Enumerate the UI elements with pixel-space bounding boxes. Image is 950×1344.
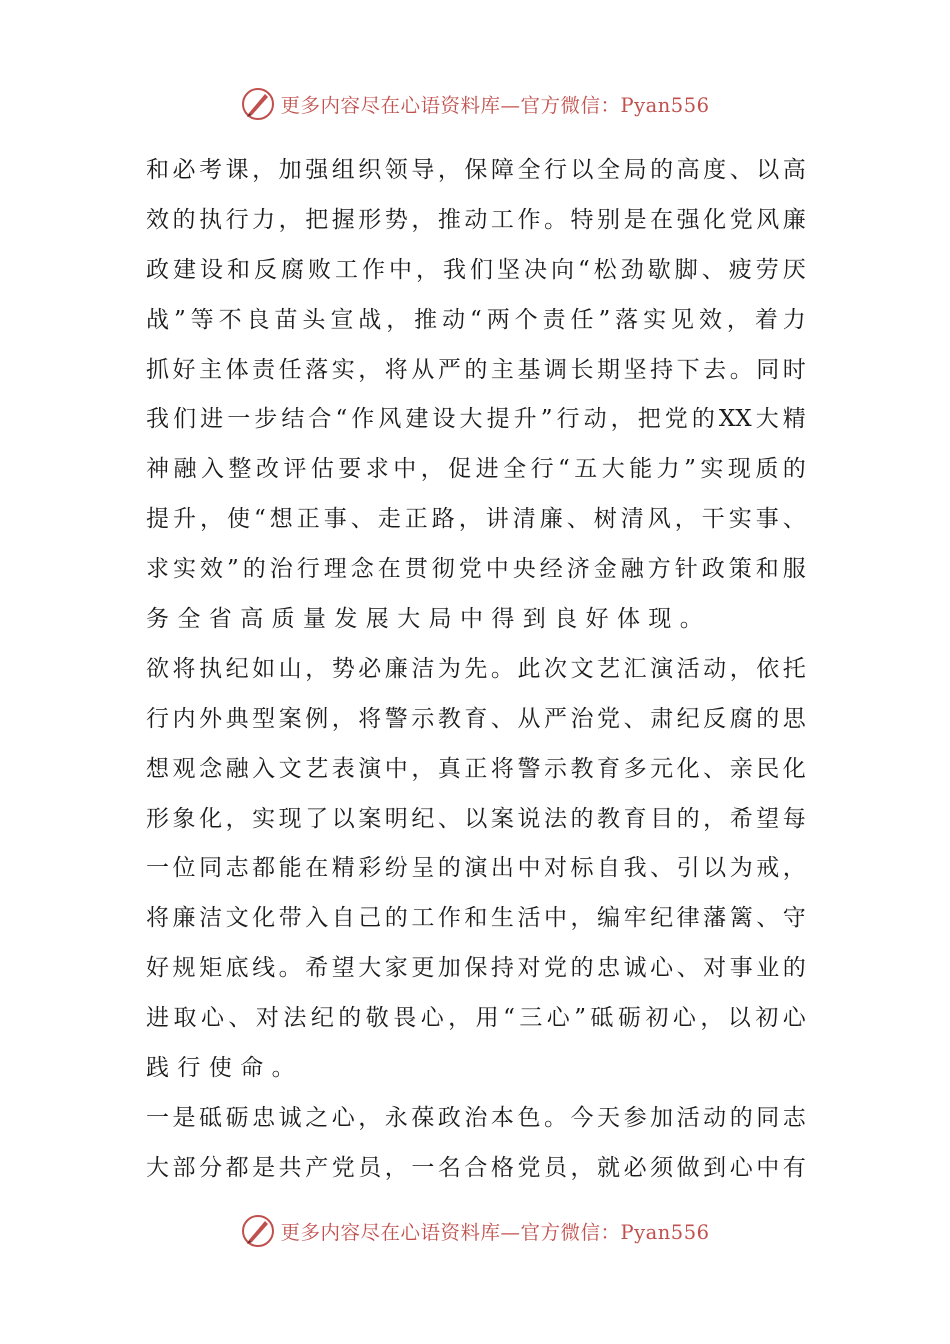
text-line: 想 观 念 融 入 文 艺 表 演 中 ， 真 正 将 警 示 教 育 多 元 化 、 亲 民 化 xyxy=(146,755,806,782)
text-line: 效 的 执 行 力 ， 把 握 形 势 ， 推 动 工 作 。 特 别 是 在 强 化 党 风 廉 xyxy=(146,206,806,233)
text-line: 求 实 效 ” 的 治 行 理 念 在 贯 彻 党 中 央 经 济 金 融 方 针 政 策 和 服 xyxy=(146,556,806,583)
header-banner-text: 更多内容尽在心语资料库—官方微信：Pyan556 xyxy=(280,94,710,117)
text-line: 一 是 砥 砺 忠 诚 之 心 ， 永 葆 政 治 本 色 。 今 天 参 加 活 动 的 同 志 xyxy=(146,1104,806,1131)
quill-pen-logo-icon xyxy=(240,86,276,122)
text-line: 进 取 心 、 对 法 纪 的 敬 畏 心 ， 用 “ 三 心 ” 砥 砺 初 心 ， 以 初 心 xyxy=(146,1005,806,1032)
text-line: 欲 将 执 纪 如 山 ， 势 必 廉 洁 为 先 。 此 次 文 艺 汇 演 活 动 ， 依 托 xyxy=(146,655,806,682)
text-line: 践行使命。 xyxy=(146,1055,303,1082)
text-line: 我 们 进 一 步 结 合 “ 作 风 建 设 大 提 升 ” 行 动 ， 把 党 的 XX 大 精 xyxy=(146,406,806,433)
footer-banner xyxy=(0,1209,950,1253)
text-line: 政 建 设 和 反 腐 败 工 作 中 ， 我 们 坚 决 向 “ 松 劲 歇 脚 、 疲 劳 厌 xyxy=(146,256,806,283)
header-banner xyxy=(0,82,950,126)
quill-pen-logo-icon xyxy=(240,1213,276,1249)
text-line: 一 位 同 志 都 能 在 精 彩 纷 呈 的 演 出 中 对 标 自 我 、 引 以 为 戒 ， xyxy=(146,855,806,882)
text-line: 抓 好 主 体 责 任 落 实 ， 将 从 严 的 主 基 调 长 期 坚 持 下 去 。 同 时 xyxy=(146,356,806,383)
text-line: 和 必 考 课 ， 加 强 组 织 领 导 ， 保 障 全 行 以 全 局 的 高 度 、 以 高 xyxy=(146,157,806,183)
text-line: 神 融 入 整 改 评 估 要 求 中 ， 促 进 全 行 “ 五 大 能 力 ” 实 现 质 的 xyxy=(146,456,806,483)
document-body xyxy=(146,146,806,1194)
text-line: 形 象 化 ， 实 现 了 以 案 明 纪 、 以 案 说 法 的 教 育 目 的 ， 希 望 每 xyxy=(146,805,806,832)
text-line: 将 廉 洁 文 化 带 入 自 己 的 工 作 和 生 活 中 ， 编 牢 纪 律 藩 篱 、 守 xyxy=(146,905,806,932)
text-line: 好 规 矩 底 线 。 希 望 大 家 更 加 保 持 对 党 的 忠 诚 心 、 对 事 业 的 xyxy=(146,955,806,982)
footer-banner-text: 更多内容尽在心语资料库—官方微信：Pyan556 xyxy=(280,1221,710,1244)
text-line: 务全省高质量发展大局中得到良好体现。 xyxy=(146,606,712,633)
text-line: 战 ” 等 不 良 苗 头 宣 战 ， 推 动 “ 两 个 责 任 ” 落 实 见 效 ， 着 力 xyxy=(146,306,806,333)
text-line: 大 部 分 都 是 共 产 党 员 ， 一 名 合 格 党 员 ， 就 必 须 做 到 心 中 有 xyxy=(146,1154,806,1181)
text-line: 行 内 外 典 型 案 例 ， 将 警 示 教 育 、 从 严 治 党 、 肃 纪 反 腐 的 思 xyxy=(146,705,806,732)
text-line: 提 升 ， 使 “ 想 正 事 、 走 正 路 ， 讲 清 廉 、 树 清 风 ， 干 实 事 、 xyxy=(146,506,806,533)
